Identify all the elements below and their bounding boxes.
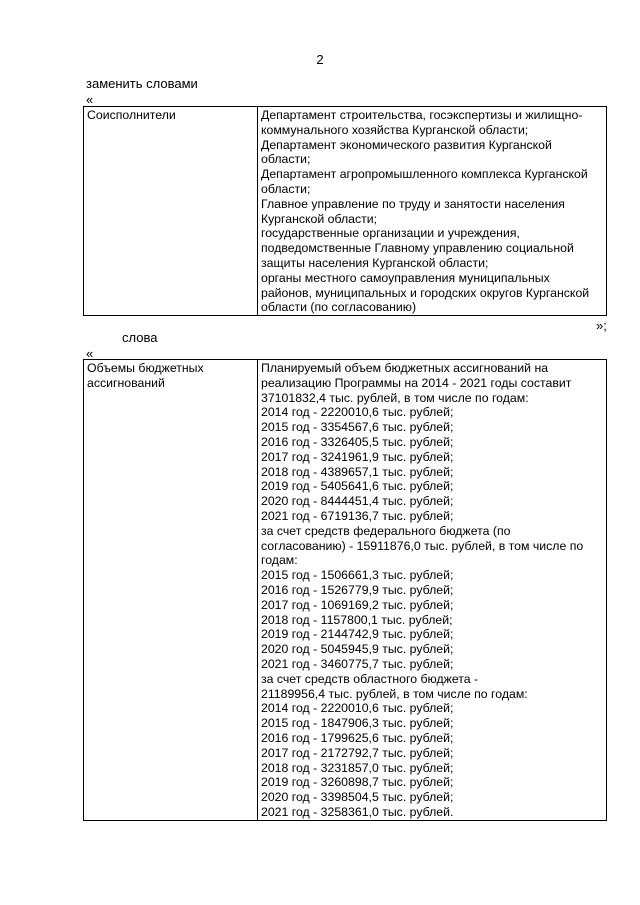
text-line: Департамент агропромышленного комплекса Курганской: [261, 167, 588, 182]
text-line: 2020 год - 8444451,4 тыс. рублей;: [261, 494, 454, 509]
text-line: Планируемый объем бюджетных ассигнований на: [261, 361, 549, 375]
coexecutors-list: [258, 107, 607, 316]
text-line: Курганской области;: [261, 211, 378, 226]
budget-label-line: ассигнований: [87, 375, 165, 390]
budget-label: [84, 360, 258, 821]
budget-details: [258, 360, 607, 821]
text-line: Главное управление по труду и занятости населения: [261, 196, 565, 211]
text-line: 2015 год - 3354567,6 тыс. рублей;: [261, 420, 454, 435]
text-line: области;: [261, 181, 311, 196]
text-line: органы местного самоуправления муниципальных: [261, 270, 550, 285]
text-line: 2016 год - 3326405,5 тыс. рублей;: [261, 434, 454, 449]
table-row: [84, 107, 607, 316]
text-line: 2016 год - 1799625,6 тыс. рублей;: [261, 730, 454, 745]
intro-text: заменить словами: [86, 76, 198, 91]
text-line: годам:: [261, 553, 298, 568]
text-line: 2021 год - 6719136,7 тыс. рублей;: [261, 508, 454, 523]
text-line: защиты населения Курганской области;: [261, 255, 489, 270]
page-number: 2: [316, 52, 324, 67]
text-line: 2014 год - 2220010,6 тыс. рублей;: [261, 701, 454, 716]
text-line: 2016 год - 1526779,9 тыс. рублей;: [261, 582, 454, 597]
text-line: 2019 год - 5405641,6 тыс. рублей;: [261, 479, 454, 494]
text-line: 2020 год - 5045945,9 тыс. рублей;: [261, 642, 454, 657]
text-line: 37101832,4 тыс. рублей, в том числе по годам:: [261, 390, 529, 405]
budget-label-line: Объемы бюджетных: [87, 361, 204, 375]
text-line: области;: [261, 152, 311, 167]
text-line: Департамент строительства, госэкспертизы и жилищно-: [261, 108, 583, 122]
text-line: реализацию Программы на 2014 - 2021 годы составит: [261, 375, 572, 390]
text-line: 2020 год - 3398504,5 тыс. рублей;: [261, 790, 454, 805]
text-line: 2017 год - 3241961,9 тыс. рублей;: [261, 449, 454, 464]
text-line: 2015 год - 1847906,3 тыс. рублей;: [261, 716, 454, 731]
coexecutors-table: [83, 106, 607, 316]
text-line: 2015 год - 1506661,3 тыс. рублей;: [261, 568, 454, 583]
text-line: 2021 год - 3460775,7 тыс. рублей;: [261, 656, 454, 671]
opening-quote: «: [86, 346, 94, 361]
text-line: за счет средств областного бюджета -: [261, 671, 479, 686]
text-line: области (по согласованию): [261, 300, 417, 315]
text-line: Департамент экономического развития Курганской: [261, 137, 552, 152]
text-line: согласованию) - 15911876,0 тыс. рублей, в том числе по: [261, 538, 584, 553]
text-line: 2018 год - 1157800,1 тыс. рублей;: [261, 612, 453, 627]
coexecutors-label: Соисполнители: [84, 107, 258, 316]
text-line: 2018 год - 4389657,1 тыс. рублей;: [261, 464, 454, 479]
text-line: 2017 год - 2172792,7 тыс. рублей;: [261, 745, 454, 760]
opening-quote: «: [86, 92, 94, 107]
text-line: 2019 год - 2144742,9 тыс. рублей;: [261, 627, 454, 642]
budget-table: [83, 359, 607, 821]
text-line: подведомственные Главному управлению социальной: [261, 241, 574, 256]
text-line: районов, муниципальных и городских округов Курганской: [261, 285, 590, 300]
text-line: 21189956,4 тыс. рублей, в том числе по годам:: [261, 686, 528, 701]
text-line: за счет средств федерального бюджета (по: [261, 523, 511, 538]
closing-quote: »;: [596, 318, 607, 333]
text-line: 2019 год - 3260898,7 тыс. рублей;: [261, 775, 454, 790]
text-line: 2021 год - 3258361,0 тыс. рублей.: [261, 804, 454, 819]
text-line: государственные организации и учреждения,: [261, 226, 520, 241]
text-line: коммунального хозяйства Курганской области;: [261, 122, 529, 137]
table-row: [84, 360, 607, 821]
words-text: слова: [122, 330, 158, 345]
text-line: 2014 год - 2220010,6 тыс. рублей;: [261, 405, 454, 420]
text-line: 2017 год - 1069169,2 тыс. рублей;: [261, 597, 454, 612]
text-line: 2018 год - 3231857,0 тыс. рублей;: [261, 760, 454, 775]
